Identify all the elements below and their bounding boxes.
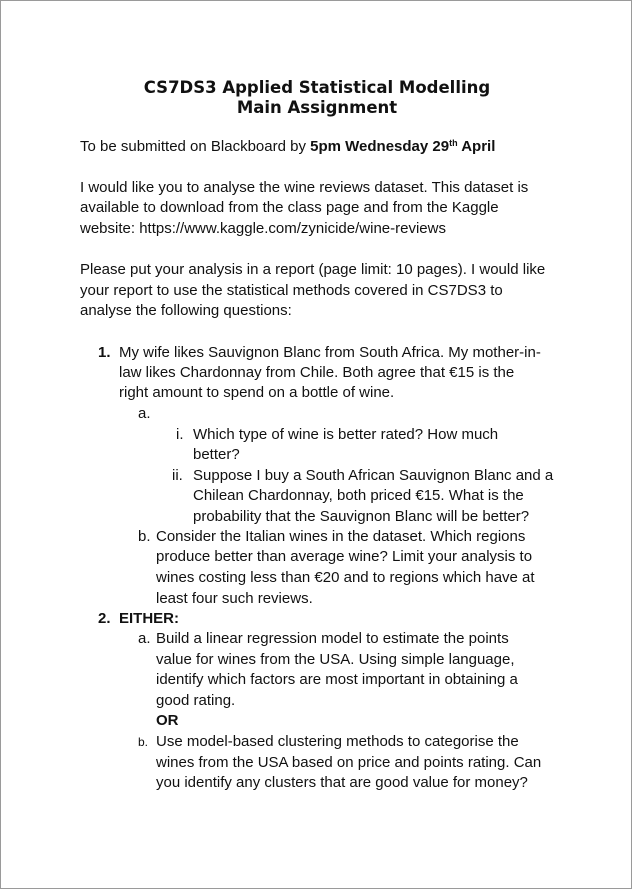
q1-b-line-4: least four such reviews. <box>156 590 313 607</box>
deadline-date: 5pm Wednesday 29 <box>310 138 450 155</box>
q2-a-line-4: good rating. <box>156 692 236 709</box>
report-line-1: Please put your analysis in a report (page limit: 10 pages). I would like <box>80 261 546 278</box>
q1-b-line-3: wines costing less than €20 and to regions which have at <box>156 569 535 586</box>
q1-ii-line-3: probability that the Sauvignon Blanc will be better? <box>193 508 530 525</box>
q1-b-marker: b. <box>138 528 151 545</box>
q2-b-marker: b. <box>138 735 149 749</box>
q2-a-marker: a. <box>138 630 151 647</box>
q2-b-line-2: wines from the USA based on price and points rating. Can <box>156 754 542 771</box>
intro-line-3: website: https://www.kaggle.com/zynicide/wine-reviews <box>80 220 446 237</box>
deadline-suffix: th <box>449 138 458 148</box>
q1-i-line-2: better? <box>193 446 240 463</box>
intro-line-1: I would like you to analyse the wine reviews dataset. This dataset is <box>80 179 529 196</box>
q2-b-line-3: you identify any clusters that are good value for money? <box>156 774 528 791</box>
document-title: CS7DS3 Applied Statistical Modelling <box>143 78 491 97</box>
report-line-3: analyse the following questions: <box>80 302 292 319</box>
q1-b-line-2: produce better than average wine? Limit your analysis to <box>156 548 533 565</box>
q1-line-2: law likes Chardonnay from Chile. Both agree that €15 is the <box>119 364 515 381</box>
q2-b-line-1: Use model-based clustering methods to categorise the <box>156 733 519 750</box>
q1-ii-line-2: Chilean Chardonnay, both priced €15. What is the <box>193 487 524 504</box>
submission-line <box>80 137 495 157</box>
document-subtitle: Main Assignment <box>236 98 398 117</box>
deadline-month: April <box>457 138 496 155</box>
submission-deadline <box>310 138 495 155</box>
report-line-2: your report to use the statistical methods covered in CS7DS3 to <box>80 282 503 299</box>
q2-marker: 2. <box>98 610 111 627</box>
intro-line-2: available to download from the class page and from the Kaggle <box>80 199 499 216</box>
submission-prefix: To be submitted on Blackboard by <box>80 138 311 155</box>
q1-marker: 1. <box>98 344 111 361</box>
q2-a-line-3: identify which factors are most important in obtaining a <box>156 671 518 688</box>
q2-or-label: OR <box>156 712 179 729</box>
q1-ii-line-1: Suppose I buy a South African Sauvignon Blanc and a <box>193 467 554 484</box>
q2-a-line-1: Build a linear regression model to estimate the points <box>156 630 509 647</box>
q2-a-line-2: value for wines from the USA. Using simple language, <box>156 651 515 668</box>
q1-i-marker: i. <box>176 426 184 443</box>
q1-ii-marker: ii. <box>172 467 183 484</box>
q1-i-line-1: Which type of wine is better rated? How much <box>193 426 499 443</box>
q1-line-1: My wife likes Sauvignon Blanc from South Africa. My mother-in- <box>119 344 541 361</box>
q1-line-3: right amount to spend on a bottle of wine. <box>119 384 395 401</box>
q2-heading: EITHER: <box>119 610 179 627</box>
q1-b-line-1: Consider the Italian wines in the dataset. Which regions <box>156 528 526 545</box>
q1-a-marker: a. <box>138 405 151 422</box>
